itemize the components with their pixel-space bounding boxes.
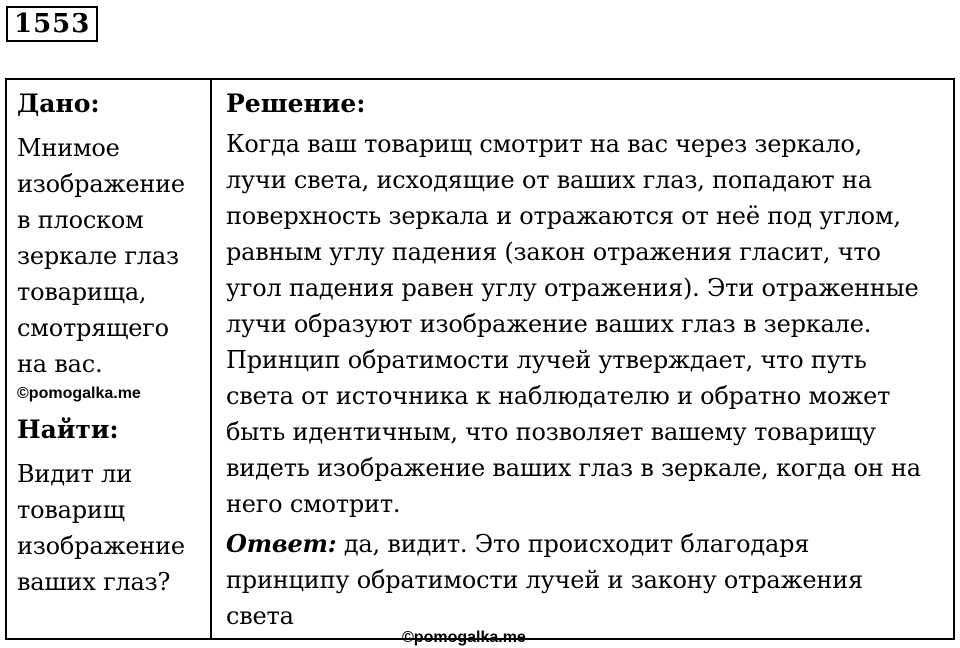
solution-heading: Решение: — [226, 89, 366, 118]
solution-text: Когда ваш товарищ смотрит на вас через зеркало, лучи света, исходящие от ваших глаз, попадают на поверхность зеркала и отражаются от неё под углом, равным углу падения (закон отражения гласит, что угол падения равен углу отражения). Эти отраженные лучи образуют изображение ваших глаз в зеркале. Принцип обратимости лучей утверждает, что путь света от источника к наблюдателю и обратно может быть идентичным, что позволяет вашему товарищу видеть изображение ваших глаз в зеркале, когда он на него смотрит. — [226, 130, 921, 518]
find-text: Видит ли товарищ изображение ваших глаз? — [17, 460, 185, 596]
given-text: Мнимое изображение в плоском зеркале глаз товарища, смотрящего на вас. — [17, 134, 185, 378]
answer-text: да, видит. Это происходит благодаря принципу обратимости лучей и закону отражения света — [226, 530, 863, 630]
watermark-right: ©pomogalka.me — [402, 629, 526, 646]
answer-label: Ответ: — [226, 529, 337, 558]
given-heading: Дано: — [17, 89, 100, 118]
watermark-left: ©pomogalka.me — [17, 385, 141, 402]
answer-block — [226, 526, 953, 634]
solution-column — [212, 80, 953, 646]
given-column — [7, 80, 212, 638]
solution-table — [5, 78, 955, 646]
find-heading: Найти: — [17, 415, 119, 444]
problem-number: 1553 — [6, 6, 98, 42]
